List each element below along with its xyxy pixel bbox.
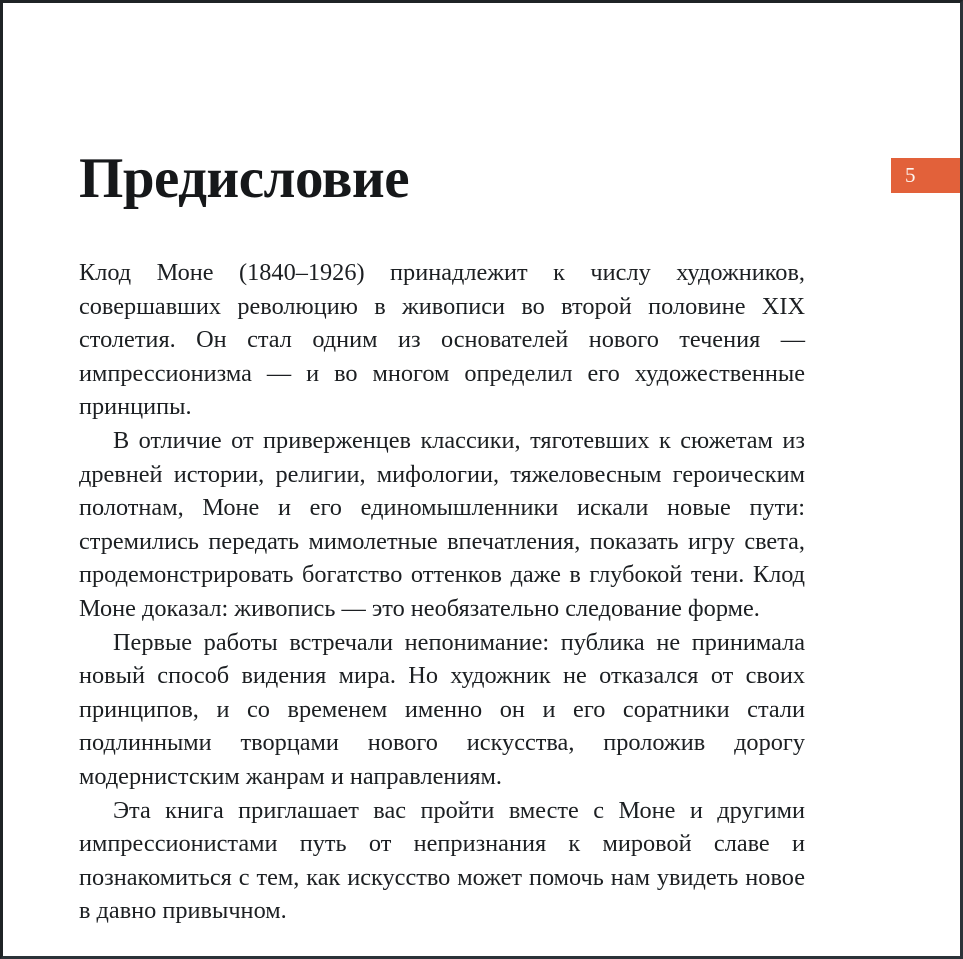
body-paragraph: Первые работы встречали непонимание: публика не принимала новый способ видения мира. Но художник не отказался от своих принципов, и со временем именно он и его соратники стали подлинными творцами нового искусства, проложив дорогу модернистским жанрам и направлениям. bbox=[79, 628, 805, 790]
body-paragraph: Клод Моне (1840–1926) принадлежит к числу художников, совершавших революцию в живописи во второй половине XIX столетия. Он стал одним из основателей нового течения — импрессионизма — и во многом определил его художественные принципы. bbox=[79, 259, 805, 421]
page-title: Предисловие bbox=[79, 147, 410, 210]
page-number-badge: 5 bbox=[891, 158, 963, 193]
body-paragraph: Эта книга приглашает вас пройти вместе с Моне и другими импрессионистами путь от непризнания к мировой славе и познакомиться с тем, как искусство может помочь нам увидеть новое в давно привычном. bbox=[79, 796, 805, 925]
body-paragraph: В отличие от приверженцев классики, тяготевших к сюжетам из древней истории, религии, мифологии, тяжеловесным героическим полотнам, Моне и его единомышленники искали новые пути: стремились передать мимолетные впечатления, показать игру света, продемонстрировать богатство оттенков даже в глубокой тени. Клод Моне доказал: живопись — это необязательно следование форме. bbox=[79, 426, 805, 622]
body-text-column bbox=[79, 256, 805, 928]
